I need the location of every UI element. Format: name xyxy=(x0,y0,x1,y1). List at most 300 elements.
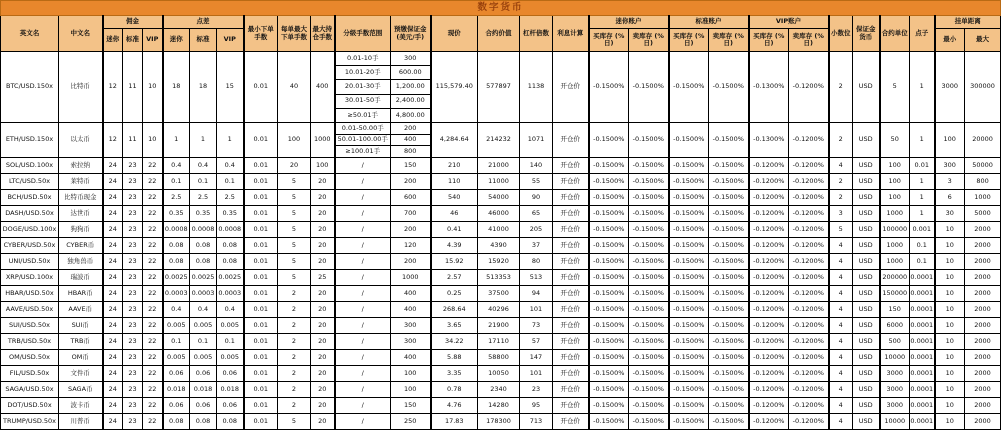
cell-pending-min: 10 xyxy=(935,350,965,366)
cell-max-per-order: 100 xyxy=(278,123,311,158)
cell-spread-mini: 0.005 xyxy=(163,318,190,334)
cell-vip-sell-swap: -0.1200% xyxy=(789,206,829,222)
cell-pending-max: 300000 xyxy=(965,52,1001,123)
cell-pending-min: 100 xyxy=(935,123,965,158)
cell-english-name: DOT/USD.50x xyxy=(1,398,59,414)
cell-english-name: TRUMP/USD.50x xyxy=(1,414,59,430)
cell-min-lot: 0.01 xyxy=(244,238,278,254)
cell-interest-calc: 开仓价 xyxy=(553,190,589,206)
col-header-commission-standard: 标准 xyxy=(123,29,143,52)
col-header-chinese-name: 中文名 xyxy=(59,16,103,52)
col-group-commission: 佣金 xyxy=(103,16,163,29)
cell-commission-vip: 22 xyxy=(143,286,163,302)
cell-commission-vip: 22 xyxy=(143,158,163,174)
cell-contract-value: 54000 xyxy=(478,190,520,206)
cell-spread-standard: 0.0003 xyxy=(190,286,217,302)
cell-tier-range xyxy=(335,123,391,158)
cell-point: 0.0001 xyxy=(910,270,935,286)
cell-standard-sell-swap: -0.1500% xyxy=(709,350,749,366)
cell-pending-max: 2000 xyxy=(965,302,1001,318)
cell-mini-buy-swap: -0.1500% xyxy=(589,174,629,190)
cell-tier-range: / xyxy=(335,302,391,318)
cell-tier-range: / xyxy=(335,318,391,334)
cell-decimals: 4 xyxy=(829,302,853,318)
cell-contract-value: 513353 xyxy=(478,270,520,286)
cell-commission-mini: 24 xyxy=(103,222,123,238)
cell-interest-calc: 开仓价 xyxy=(553,302,589,318)
cell-spread-mini: 0.4 xyxy=(163,158,190,174)
cell-tier-margin: 400 xyxy=(391,286,431,302)
cell-contract-value: 14280 xyxy=(478,398,520,414)
cell-tier-margin: 300 xyxy=(391,334,431,350)
cell-max-per-order: 20 xyxy=(278,158,311,174)
cell-interest-calc: 开仓价 xyxy=(553,222,589,238)
col-header-mini-buy-swap: 买库存 (%日) xyxy=(589,29,629,52)
cell-point: 0.1 xyxy=(910,238,935,254)
table-row xyxy=(1,222,1001,238)
cell-commission-mini: 24 xyxy=(103,174,123,190)
cell-commission-standard: 23 xyxy=(123,158,143,174)
cell-commission-standard: 23 xyxy=(123,174,143,190)
table-row xyxy=(1,254,1001,270)
cell-min-lot: 0.01 xyxy=(244,270,278,286)
cell-chinese-name: TRB币 xyxy=(59,334,103,350)
cell-standard-sell-swap: -0.1500% xyxy=(709,414,749,430)
cell-tier-range xyxy=(335,52,391,123)
cell-chinese-name: 独角兽币 xyxy=(59,254,103,270)
cell-vip-sell-swap: -0.1200% xyxy=(789,366,829,382)
cell-decimals: 4 xyxy=(829,350,853,366)
cell-mini-buy-swap: -0.1500% xyxy=(589,238,629,254)
cell-spread-standard: 0.4 xyxy=(190,158,217,174)
cell-pending-max: 2000 xyxy=(965,254,1001,270)
cell-spread-standard: 0.0008 xyxy=(190,222,217,238)
cell-leverage: 147 xyxy=(520,350,553,366)
cell-spread-vip: 0.4 xyxy=(217,158,244,174)
cell-max-position: 20 xyxy=(311,334,335,350)
cell-commission-vip: 22 xyxy=(143,318,163,334)
cell-mini-buy-swap: -0.1500% xyxy=(589,414,629,430)
cell-spread-vip: 0.1 xyxy=(217,174,244,190)
cell-vip-buy-swap: -0.1200% xyxy=(749,158,789,174)
cell-max-position: 20 xyxy=(311,302,335,318)
cell-spread-vip: 2.5 xyxy=(217,190,244,206)
cell-standard-buy-swap: -0.1500% xyxy=(669,366,709,382)
cell-standard-sell-swap: -0.1500% xyxy=(709,334,749,350)
col-header-spread-mini: 迷你 xyxy=(163,29,190,52)
cell-commission-mini: 24 xyxy=(103,382,123,398)
cell-standard-buy-swap: -0.1500% xyxy=(669,350,709,366)
cell-price: 4.39 xyxy=(431,238,478,254)
cell-chinese-name: AAVE币 xyxy=(59,302,103,318)
cell-mini-buy-swap: -0.1500% xyxy=(589,52,629,123)
cell-price: 5.88 xyxy=(431,350,478,366)
cell-standard-sell-swap: -0.1500% xyxy=(709,123,749,158)
col-group-spread: 点差 xyxy=(163,16,244,29)
cell-chinese-name: SUI币 xyxy=(59,318,103,334)
cell-interest-calc: 开仓价 xyxy=(553,382,589,398)
cell-tier-margin: 150 xyxy=(391,398,431,414)
col-header-pending-max: 最大 xyxy=(965,29,1001,52)
cell-tier-range: / xyxy=(335,222,391,238)
col-header-commission-vip: VIP xyxy=(143,29,163,52)
cell-spread-vip: 15 xyxy=(217,52,244,123)
cell-tier-margin: 400 xyxy=(391,350,431,366)
cell-contract-value: 46000 xyxy=(478,206,520,222)
cell-commission-standard: 23 xyxy=(123,366,143,382)
cell-vip-sell-swap: -0.1200% xyxy=(789,222,829,238)
cell-english-name: SAGA/USD.50x xyxy=(1,382,59,398)
cell-english-name: BTC/USD.150x xyxy=(1,52,59,123)
cell-price: 34.22 xyxy=(431,334,478,350)
cell-tier-range: / xyxy=(335,174,391,190)
cell-chinese-name: 波卡币 xyxy=(59,398,103,414)
cell-spread-mini: 0.06 xyxy=(163,398,190,414)
cell-max-per-order: 2 xyxy=(278,398,311,414)
table-row xyxy=(1,158,1001,174)
cell-interest-calc: 开仓价 xyxy=(553,318,589,334)
cell-commission-vip: 22 xyxy=(143,302,163,318)
table-row xyxy=(1,206,1001,222)
cell-commission-standard: 11 xyxy=(123,123,143,158)
cell-commission-standard: 11 xyxy=(123,52,143,123)
cell-mini-sell-swap: -0.1500% xyxy=(629,52,669,123)
cell-standard-sell-swap: -0.1500% xyxy=(709,318,749,334)
cell-pending-min: 10 xyxy=(935,222,965,238)
cell-min-lot: 0.01 xyxy=(244,286,278,302)
cell-mini-buy-swap: -0.1500% xyxy=(589,318,629,334)
cell-standard-buy-swap: -0.1500% xyxy=(669,334,709,350)
cell-pending-min: 10 xyxy=(935,318,965,334)
table-row xyxy=(1,382,1001,398)
cell-vip-sell-swap: -0.1200% xyxy=(789,158,829,174)
cell-vip-buy-swap: -0.1200% xyxy=(749,254,789,270)
cell-min-lot: 0.01 xyxy=(244,398,278,414)
cell-vip-buy-swap: -0.1200% xyxy=(749,238,789,254)
cell-mini-sell-swap: -0.1500% xyxy=(629,123,669,158)
col-group-pending-distance: 挂单距离 xyxy=(935,16,1001,29)
col-header-price: 现价 xyxy=(431,16,478,52)
cell-standard-sell-swap: -0.1500% xyxy=(709,270,749,286)
cell-mini-buy-swap: -0.1500% xyxy=(589,270,629,286)
cell-interest-calc: 开仓价 xyxy=(553,158,589,174)
cell-spread-mini: 18 xyxy=(163,52,190,123)
cell-commission-standard: 23 xyxy=(123,222,143,238)
cell-spread-vip: 0.08 xyxy=(217,414,244,430)
cell-commission-mini: 24 xyxy=(103,398,123,414)
cell-margin-currency: USD xyxy=(853,398,880,414)
cell-vip-buy-swap: -0.1200% xyxy=(749,350,789,366)
cell-english-name: LTC/USD.50x xyxy=(1,174,59,190)
cell-standard-sell-swap: -0.1500% xyxy=(709,398,749,414)
page-title: 数字货币 xyxy=(1,1,1001,16)
cell-commission-mini: 24 xyxy=(103,206,123,222)
cell-decimals: 4 xyxy=(829,366,853,382)
cell-standard-buy-swap: -0.1500% xyxy=(669,398,709,414)
cell-standard-sell-swap: -0.1500% xyxy=(709,286,749,302)
cell-spread-vip: 0.018 xyxy=(217,382,244,398)
cell-price: 268.64 xyxy=(431,302,478,318)
cell-standard-buy-swap: -0.1500% xyxy=(669,206,709,222)
cell-contract-value: 577897 xyxy=(478,52,520,123)
cell-pending-max: 2000 xyxy=(965,366,1001,382)
cell-standard-buy-swap: -0.1500% xyxy=(669,222,709,238)
table-row xyxy=(1,123,1001,158)
cell-tier-margin-tier: 4,800.00 xyxy=(395,110,425,119)
cell-spread-mini: 0.08 xyxy=(163,254,190,270)
cell-contract-unit: 1000 xyxy=(880,206,910,222)
table-row xyxy=(1,286,1001,302)
cell-commission-standard: 23 xyxy=(123,382,143,398)
cell-tier-margin: 200 xyxy=(391,254,431,270)
cell-commission-standard: 23 xyxy=(123,286,143,302)
cell-tier-range: / xyxy=(335,238,391,254)
cell-price: 17.83 xyxy=(431,414,478,430)
table-row xyxy=(1,190,1001,206)
cell-commission-mini: 24 xyxy=(103,190,123,206)
cell-mini-buy-swap: -0.1500% xyxy=(589,158,629,174)
cell-standard-sell-swap: -0.1500% xyxy=(709,254,749,270)
cell-english-name: TRB/USD.50x xyxy=(1,334,59,350)
cell-mini-buy-swap: -0.1500% xyxy=(589,334,629,350)
cell-contract-unit: 100 xyxy=(880,158,910,174)
cell-tier-range: / xyxy=(335,350,391,366)
cell-contract-unit: 5 xyxy=(880,52,910,123)
cell-commission-standard: 23 xyxy=(123,254,143,270)
cell-tier-range: / xyxy=(335,414,391,430)
cell-spread-standard: 0.018 xyxy=(190,382,217,398)
cell-tier-range: / xyxy=(335,382,391,398)
cell-contract-unit: 3000 xyxy=(880,382,910,398)
cell-leverage: 140 xyxy=(520,158,553,174)
cell-price: 0.41 xyxy=(431,222,478,238)
table-row xyxy=(1,398,1001,414)
cell-vip-sell-swap: -0.1200% xyxy=(789,286,829,302)
cell-interest-calc: 开仓价 xyxy=(553,286,589,302)
cell-pending-max: 20000 xyxy=(965,123,1001,158)
cell-decimals: 2 xyxy=(829,190,853,206)
cell-spread-mini: 0.08 xyxy=(163,238,190,254)
table-row xyxy=(1,270,1001,286)
cell-min-lot: 0.01 xyxy=(244,318,278,334)
cell-contract-unit: 100 xyxy=(880,190,910,206)
cell-margin-currency: USD xyxy=(853,286,880,302)
cell-commission-vip: 22 xyxy=(143,238,163,254)
col-header-spread-vip: VIP xyxy=(217,29,244,52)
cell-mini-sell-swap: -0.1500% xyxy=(629,174,669,190)
cell-interest-calc: 开仓价 xyxy=(553,270,589,286)
cell-interest-calc: 开仓价 xyxy=(553,350,589,366)
cell-standard-sell-swap: -0.1500% xyxy=(709,302,749,318)
cell-min-lot: 0.01 xyxy=(244,174,278,190)
cell-pending-max: 1000 xyxy=(965,190,1001,206)
cell-decimals: 4 xyxy=(829,382,853,398)
col-header-max-per-order: 每单最大下单手数 xyxy=(278,16,311,52)
cell-price: 4,284.64 xyxy=(431,123,478,158)
cell-tier-margin: 700 xyxy=(391,206,431,222)
cell-chinese-name: HBAR币 xyxy=(59,286,103,302)
cell-decimals: 5 xyxy=(829,222,853,238)
cell-chinese-name: CYBER币 xyxy=(59,238,103,254)
cell-leverage: 23 xyxy=(520,382,553,398)
cell-spread-mini: 0.1 xyxy=(163,334,190,350)
cell-vip-sell-swap: -0.1200% xyxy=(789,318,829,334)
cell-spread-vip: 0.0008 xyxy=(217,222,244,238)
cell-commission-mini: 24 xyxy=(103,334,123,350)
cell-commission-vip: 22 xyxy=(143,222,163,238)
cell-spread-mini: 0.35 xyxy=(163,206,190,222)
cell-price: 15.92 xyxy=(431,254,478,270)
cell-margin-currency: USD xyxy=(853,318,880,334)
col-header-contract-value: 合约价值 xyxy=(478,16,520,52)
cell-vip-buy-swap: -0.1200% xyxy=(749,222,789,238)
cell-decimals: 3 xyxy=(829,206,853,222)
cell-interest-calc: 开仓价 xyxy=(553,366,589,382)
cell-mini-sell-swap: -0.1500% xyxy=(629,414,669,430)
cell-point: 0.001 xyxy=(910,222,935,238)
cell-mini-sell-swap: -0.1500% xyxy=(629,318,669,334)
cell-standard-sell-swap: -0.1500% xyxy=(709,382,749,398)
cell-tier-margin: 100 xyxy=(391,382,431,398)
cell-standard-buy-swap: -0.1500% xyxy=(669,123,709,158)
cell-decimals: 2 xyxy=(829,123,853,158)
cell-english-name: AAVE/USD.50x xyxy=(1,302,59,318)
cell-standard-buy-swap: -0.1500% xyxy=(669,382,709,398)
cell-tier-margin: 300 xyxy=(391,318,431,334)
cell-max-position: 25 xyxy=(311,270,335,286)
cell-point: 0.01 xyxy=(910,158,935,174)
table-row xyxy=(1,350,1001,366)
cell-spread-vip: 0.005 xyxy=(217,318,244,334)
cell-vip-buy-swap: -0.1300% xyxy=(749,123,789,158)
cell-commission-standard: 23 xyxy=(123,398,143,414)
table-row xyxy=(1,334,1001,350)
cell-tier-range-tier: 30.01-50手 xyxy=(336,95,391,109)
cell-standard-buy-swap: -0.1500% xyxy=(669,414,709,430)
cell-spread-standard: 0.35 xyxy=(190,206,217,222)
cell-interest-calc: 开仓价 xyxy=(553,123,589,158)
cell-min-lot: 0.01 xyxy=(244,52,278,123)
cell-pending-max: 2000 xyxy=(965,286,1001,302)
cell-leverage: 513 xyxy=(520,270,553,286)
cell-commission-vip: 22 xyxy=(143,414,163,430)
cell-mini-sell-swap: -0.1500% xyxy=(629,302,669,318)
cell-mini-buy-swap: -0.1500% xyxy=(589,190,629,206)
cell-pending-max: 2000 xyxy=(965,318,1001,334)
cell-max-per-order: 5 xyxy=(278,206,311,222)
cell-standard-sell-swap: -0.1500% xyxy=(709,206,749,222)
cell-spread-vip: 0.06 xyxy=(217,398,244,414)
cell-spread-standard: 0.0025 xyxy=(190,270,217,286)
cell-margin-currency: USD xyxy=(853,158,880,174)
cell-mini-sell-swap: -0.1500% xyxy=(629,350,669,366)
cell-max-position: 20 xyxy=(311,286,335,302)
cell-commission-standard: 23 xyxy=(123,206,143,222)
cell-pending-min: 300 xyxy=(935,158,965,174)
cell-max-per-order: 5 xyxy=(278,238,311,254)
cell-commission-vip: 22 xyxy=(143,382,163,398)
cell-standard-buy-swap: -0.1500% xyxy=(669,286,709,302)
cell-english-name: CYBER/USD.50x xyxy=(1,238,59,254)
cell-spread-vip: 0.06 xyxy=(217,366,244,382)
cell-pending-min: 3 xyxy=(935,174,965,190)
cell-mini-sell-swap: -0.1500% xyxy=(629,206,669,222)
cell-max-per-order: 5 xyxy=(278,414,311,430)
cell-leverage: 57 xyxy=(520,334,553,350)
cell-commission-mini: 12 xyxy=(103,52,123,123)
cell-leverage: 80 xyxy=(520,254,553,270)
cell-pending-min: 10 xyxy=(935,398,965,414)
cell-standard-buy-swap: -0.1500% xyxy=(669,302,709,318)
cell-leverage: 55 xyxy=(520,174,553,190)
cell-english-name: OM/USD.50x xyxy=(1,350,59,366)
cell-commission-standard: 23 xyxy=(123,190,143,206)
cell-point: 0.0001 xyxy=(910,366,935,382)
cell-point: 0.0001 xyxy=(910,350,935,366)
cell-contract-value: 214232 xyxy=(478,123,520,158)
cell-tier-range: / xyxy=(335,398,391,414)
cell-commission-vip: 10 xyxy=(143,52,163,123)
cell-margin-currency: USD xyxy=(853,382,880,398)
cell-leverage: 65 xyxy=(520,206,553,222)
cell-commission-mini: 24 xyxy=(103,318,123,334)
cell-tier-margin-tier: 2,400.00 xyxy=(391,95,430,109)
col-header-point: 点子 xyxy=(910,16,935,52)
cell-spread-mini: 0.0025 xyxy=(163,270,190,286)
cell-margin-currency: USD xyxy=(853,123,880,158)
cell-contract-value: 15920 xyxy=(478,254,520,270)
cell-spread-standard: 0.4 xyxy=(190,302,217,318)
cell-max-position: 20 xyxy=(311,414,335,430)
cell-max-per-order: 5 xyxy=(278,190,311,206)
cell-pending-max: 2000 xyxy=(965,382,1001,398)
cell-mini-sell-swap: -0.1500% xyxy=(629,222,669,238)
cell-tier-range-tier: 10.01-20手 xyxy=(336,66,391,80)
cell-price: 4.76 xyxy=(431,398,478,414)
cell-leverage: 94 xyxy=(520,286,553,302)
cell-margin-currency: USD xyxy=(853,366,880,382)
cell-commission-mini: 24 xyxy=(103,350,123,366)
cell-spread-mini: 0.005 xyxy=(163,350,190,366)
cell-max-position: 20 xyxy=(311,382,335,398)
cell-contract-unit: 1000 xyxy=(880,254,910,270)
cell-min-lot: 0.01 xyxy=(244,254,278,270)
cell-interest-calc: 开仓价 xyxy=(553,174,589,190)
cell-min-lot: 0.01 xyxy=(244,222,278,238)
cell-tier-range: / xyxy=(335,366,391,382)
cell-pending-min: 10 xyxy=(935,254,965,270)
cell-vip-sell-swap: -0.1200% xyxy=(789,414,829,430)
cell-max-position: 20 xyxy=(311,398,335,414)
cell-mini-buy-swap: -0.1500% xyxy=(589,302,629,318)
cell-commission-mini: 24 xyxy=(103,286,123,302)
cell-commission-vip: 22 xyxy=(143,398,163,414)
cell-commission-standard: 23 xyxy=(123,238,143,254)
cell-vip-sell-swap: -0.1200% xyxy=(789,382,829,398)
cell-tier-margin: 400 xyxy=(391,302,431,318)
cell-tier-range-tier: 0.01-10手 xyxy=(336,52,391,66)
cell-tier-range: / xyxy=(335,206,391,222)
cell-pending-min: 30 xyxy=(935,206,965,222)
cell-chinese-name: 莱特币 xyxy=(59,174,103,190)
cell-contract-unit: 100000 xyxy=(880,222,910,238)
table-row xyxy=(1,318,1001,334)
cell-decimals: 4 xyxy=(829,254,853,270)
cell-english-name: DOGE/USD.100x xyxy=(1,222,59,238)
cell-contract-value: 37500 xyxy=(478,286,520,302)
cell-margin-currency: USD xyxy=(853,334,880,350)
cell-spread-vip: 0.0025 xyxy=(217,270,244,286)
